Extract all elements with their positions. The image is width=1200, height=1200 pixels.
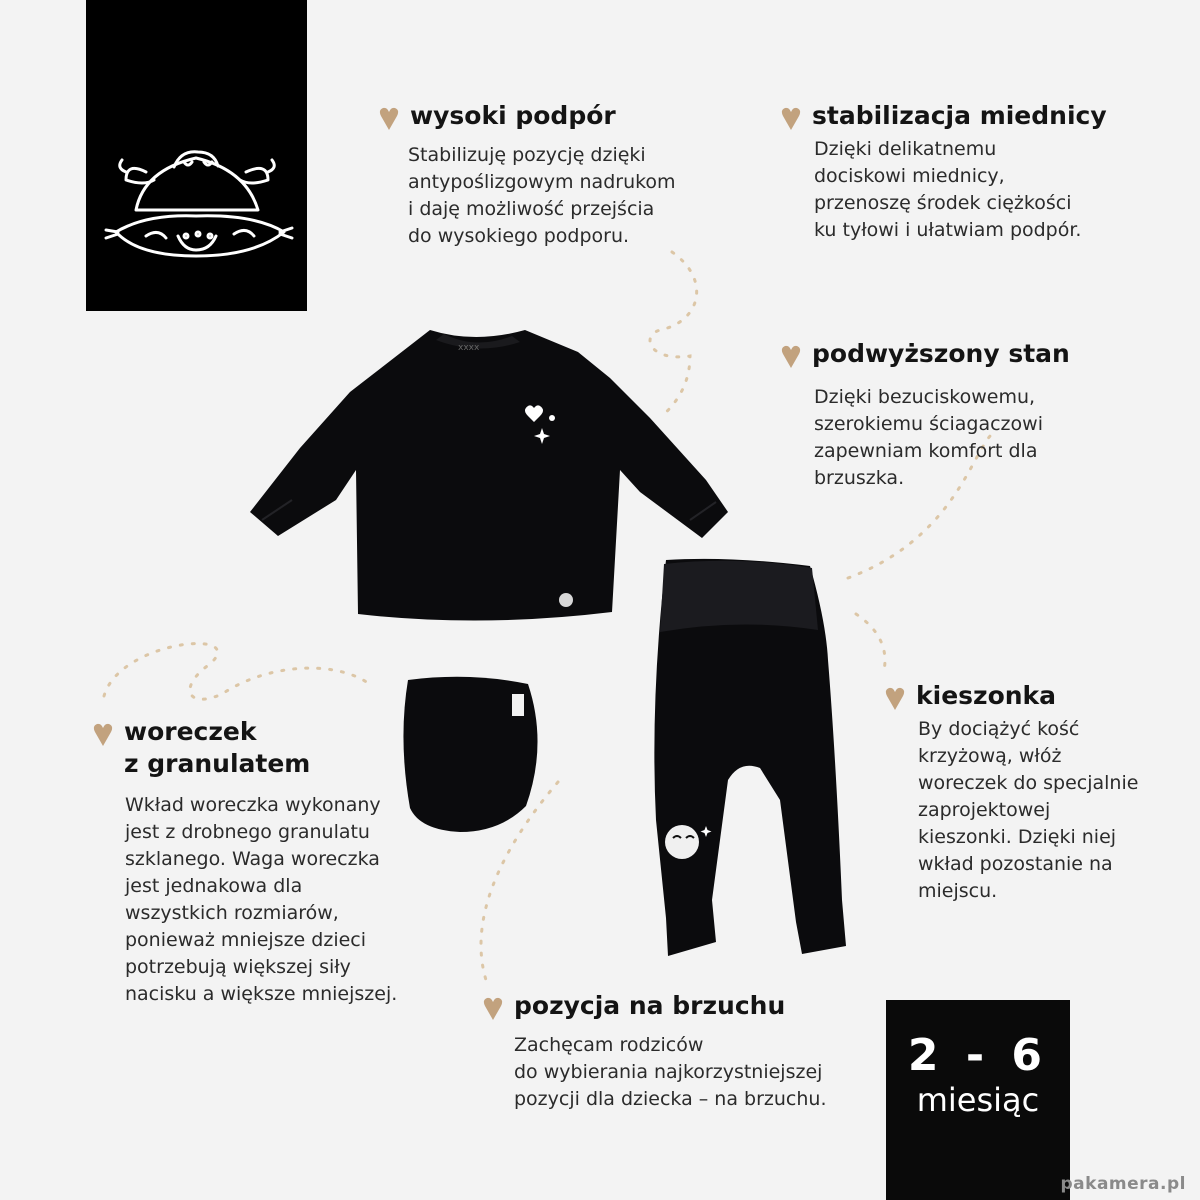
feature-description: Zachęcam rodziców do wybierania najkorzystniejszej pozycji dla dziecka – na brzuchu.: [514, 1034, 827, 1110]
feature-podwyzszony-stan: [780, 338, 1070, 492]
dotted-line-left: [104, 644, 372, 700]
watermark: pakamera.pl: [1060, 1174, 1186, 1194]
svg-text:xxxx: xxxx: [458, 343, 480, 353]
age-range-badge: [886, 1000, 1070, 1200]
feature-title: kieszonka: [916, 681, 1057, 710]
heart-icon: [780, 342, 802, 370]
feature-title: podwyższony stan: [812, 339, 1070, 368]
heart-icon: [780, 104, 802, 132]
feature-wysoki-podpor: [378, 100, 676, 250]
pants: [654, 559, 846, 956]
sweatshirt: [250, 330, 728, 621]
feature-description: By dociążyć kość krzyżową, włóż woreczek do specjalnie zaprojektowej kieszonki. Dzięki niej wkład pozostanie na miejscu.: [918, 718, 1139, 902]
granulate-bag: [403, 677, 537, 832]
age-range: 2 - 6: [907, 1030, 1049, 1081]
feature-woreczek-z-granulatem: [92, 716, 397, 1008]
feature-title: pozycja na brzuchu: [514, 991, 786, 1020]
feature-description: Stabilizuję pozycję dzięki antypoślizgowym nadrukom i daję możliwość przejścia do wysokiego podporu.: [408, 144, 676, 247]
feature-description: Dzięki bezuciskowemu, szerokiemu ściagaczowi zapewniam komfort dla brzuszka.: [814, 386, 1043, 489]
dotted-line-top: [650, 252, 697, 416]
feature-title: wysoki podpór: [410, 101, 616, 130]
age-unit: miesiąc: [916, 1081, 1040, 1119]
heart-icon: [482, 994, 504, 1022]
feature-pozycja-na-brzuchu: [482, 990, 827, 1113]
feature-description: Wkład woreczka wykonany jest z drobnego granulatu szklanego. Waga woreczka jest jednakowa dla wszystkich rozmiarów, ponieważ mniejsze dzieci potrzebują większej siły nacisku a większe mniejszej.: [125, 794, 398, 1005]
heart-icon: [378, 104, 400, 132]
dotted-line-pocket: [856, 614, 885, 670]
heart-icon: [92, 720, 114, 748]
feature-title: stabilizacja miednicy: [812, 101, 1107, 130]
feature-title: woreczek z granulatem: [124, 717, 311, 778]
heart-icon: [884, 684, 906, 712]
feature-description: Dzięki delikatnemu dociskowi miednicy, przenoszę środek ciężkości ku tyłowi i ułatwiam podpór.: [814, 138, 1082, 241]
feature-stabilizacja-miednicy: [780, 100, 1107, 244]
feature-kieszonka: [884, 680, 1138, 905]
